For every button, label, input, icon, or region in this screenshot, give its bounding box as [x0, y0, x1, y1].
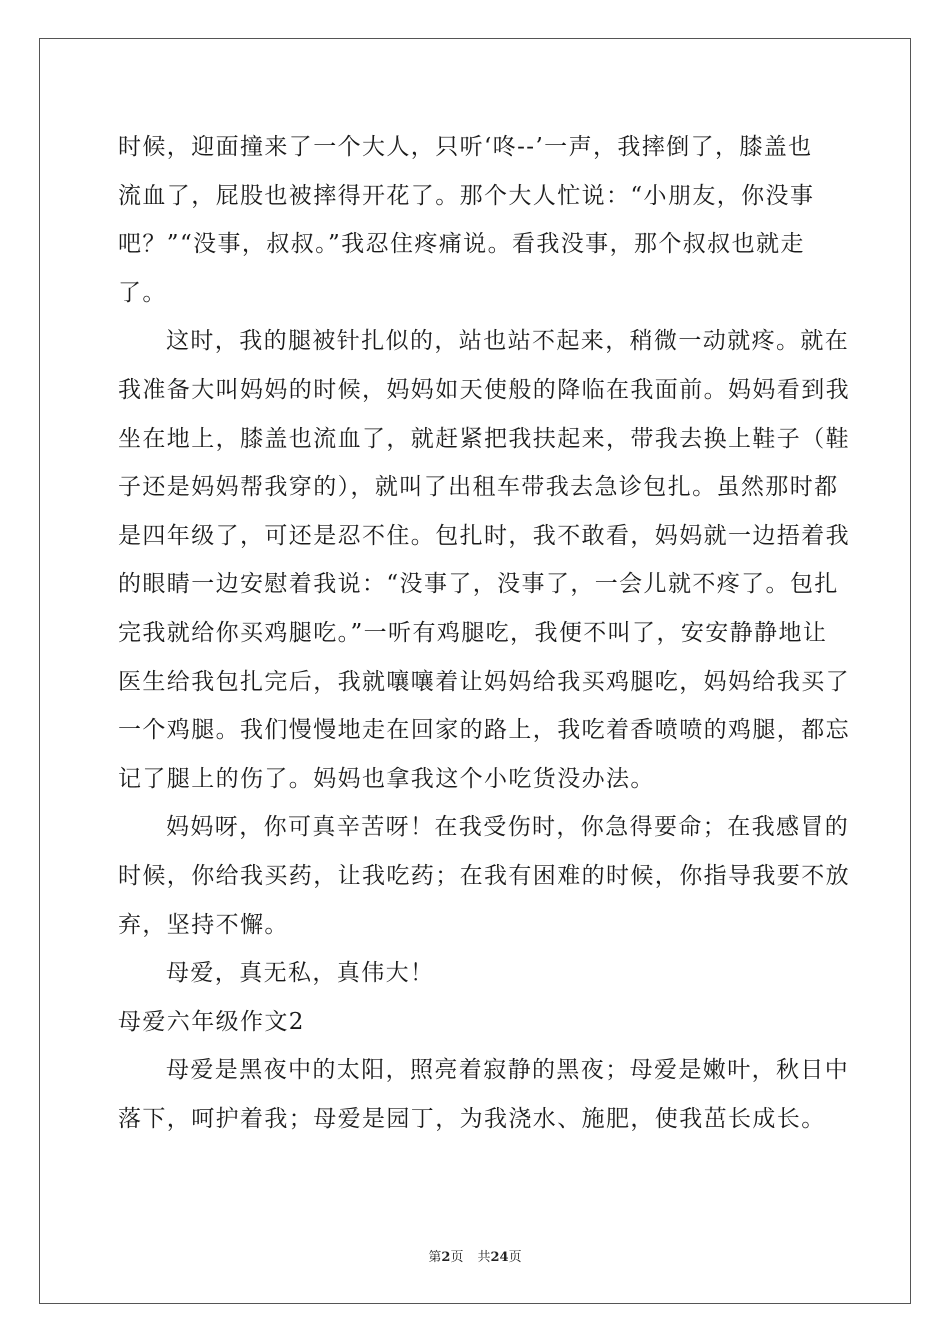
text-line: 母爱，真无私，真伟大！ — [166, 960, 435, 987]
text-line: 我准备大叫妈妈的时候，妈妈如天使般的降临在我面前。妈妈看到我 — [118, 376, 850, 403]
text-line: 这时，我的腿被针扎似的，站也站不起来，稍微一动就疼。就在 — [166, 328, 850, 355]
text-line: 的眼睛一边安慰着我说：“没事了，没事了，一会儿就不疼了。包扎 — [118, 571, 839, 598]
text-line: 母爱是黑夜中的太阳，照亮着寂静的黑夜；母爱是嫩叶，秋日中 — [166, 1057, 850, 1084]
text-line: 了。 — [118, 279, 167, 306]
footer-total-suffix: 页 — [508, 1250, 522, 1265]
text-line: 完我就给你买鸡腿吃。”一听有鸡腿吃，我便不叫了，安安静静地让 — [118, 619, 828, 646]
page-footer — [0, 1246, 950, 1265]
footer-page-prefix: 第 — [428, 1250, 442, 1265]
footer-total-prefix: 共 — [477, 1250, 491, 1265]
footer-page-number: 2 — [441, 1250, 451, 1265]
footer-page-suffix: 页 — [450, 1250, 464, 1265]
text-line: 记了腿上的伤了。妈妈也拿我这个小吃货没办法。 — [118, 765, 655, 792]
text-line: 时候，迎面撞来了一个大人，只听‘咚--’一声，我摔倒了，膝盖也 — [118, 134, 813, 160]
text-line: 子还是妈妈帮我穿的），就叫了出租车带我去急诊包扎。虽然那时都 — [118, 474, 839, 501]
text-line: 母爱六年级作文2 — [118, 1008, 305, 1035]
document-body — [118, 123, 850, 1143]
text-line: 流血了，屁股也被摔得开花了。那个大人忙说：“小朋友，你没事 — [118, 182, 815, 209]
text-line: 妈妈呀，你可真辛苦呀！在我受伤时，你急得要命；在我感冒的 — [166, 814, 850, 841]
text-line: 时候，你给我买药，让我吃药；在我有困难的时候，你指导我要不放 — [118, 862, 850, 889]
text-line: 坐在地上，膝盖也流血了，就赶紧把我扶起来，带我去换上鞋子（鞋 — [118, 425, 850, 452]
text-line: 落下，呵护着我；母爱是园丁，为我浇水、施肥，使我茁长成长。 — [118, 1105, 826, 1132]
text-line: 吧？”“没事，叔叔。”我忍住疼痛说。看我没事，那个叔叔也就走 — [118, 231, 805, 258]
text-line: 一个鸡腿。我们慢慢地走在回家的路上，我吃着香喷喷的鸡腿，都忘 — [118, 717, 850, 744]
text-line: 是四年级了，可还是忍不住。包扎时，我不敢看，妈妈就一边捂着我 — [118, 522, 850, 549]
text-line: 弃，坚持不懈。 — [118, 911, 289, 938]
text-line: 医生给我包扎完后，我就嚷嚷着让妈妈给我买鸡腿吃，妈妈给我买了 — [118, 668, 850, 695]
footer-total-pages: 24 — [490, 1250, 509, 1265]
